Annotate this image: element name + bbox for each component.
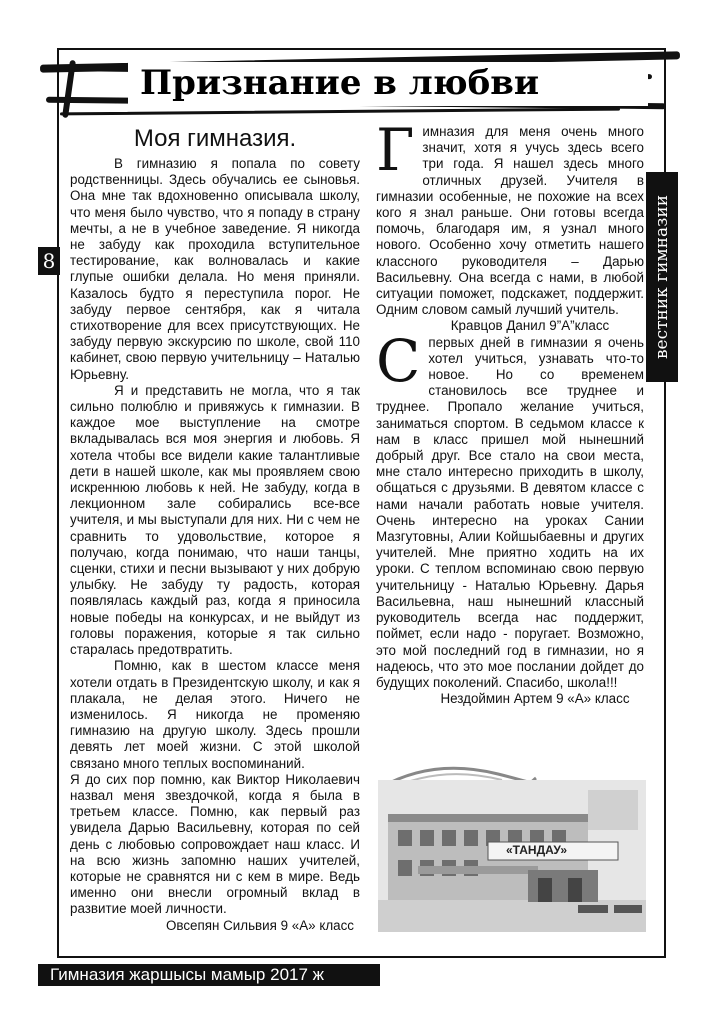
drop-cap: Г xyxy=(376,116,415,184)
article-paragraph: Я до сих пор помню, как Виктор Николаевич назвал меня звездочкой, когда я была в третьем классе. Помню, как первый раз увидела Дарью Васильевну, которая по сей день с любовью сопровождает наш класс. И на всю жизнь запомню наших учителей, которые не сравнятся ни с кем в мире. Ведь именно они внесли огромный вклад в развитие моей личности. xyxy=(70,771,360,917)
article-paragraph: Помню, как в шестом классе меня хотели отдать в Президентскую школу, и как я плакала, не делая этого. Ничего не изменилось. Я никогда не променяю гимназию на другую школу. Здесь прошли девять лет моей жизни. С этой школой связано много теплых воспоминаний. xyxy=(70,658,360,771)
article-signature: Кравцов Данил 9”А”класс xyxy=(450,318,610,334)
footer-banner: Гимназия жаршысы мамыр 2017 ж xyxy=(38,964,380,986)
article-text: имназия для меня очень много значит, хотя я учусь здесь всего три года. Я нашел здесь много отличных друзей. Учителя в гимназии особенные, не похожие на всех кого я знал раньше. Они готовы всегда помочь, благодаря им, я узнал много нового. Особенно хочу отметить нашего классного руководителя – Дарью Васильевну. Она всегда с нами, в любой ситуации поможет, подскажет, поддержит. Одним словом самый лучший учитель. xyxy=(376,124,644,318)
school-building-photo xyxy=(378,780,646,932)
article-paragraph: В гимназию я попала по совету родственницы. Здесь обучались ее сыновья. Она мне так вдохновенно описывала школу, что меня было чувство, что я попаду в страну мечты, а не в учебное заведение. Я никогда не забуду как проходила вступительное тестирование, как волновалась и какие глупые ошибки делала. Но меня приняли. Казалось будто я переступила порог. Не забуду первое сентября, как я читала стихотворение для всех присутствующих. Не забуду первую экскурсию по школе, свой 110 кабинет, свою первую учительницу – Наталью Юрьевну. xyxy=(70,156,360,382)
article-right-column xyxy=(376,116,644,707)
page-number: 8 xyxy=(38,247,60,275)
article-paragraph xyxy=(376,116,644,318)
article-paragraph: Я и представить не могла, что я так сильно полюблю и привяжусь к гимназии. В каждое мое выступление на смотре вкладывалась вся моя энергия и любовь. Я хотела чтобы все видели какие талантливые дети в нашей школе, как мы проявляем свою искреннюю любовь к ней. Не забуду, когда в лекционном зале собирались все-все учителя, и мы выступали для них. Ни с чем не сравнить то удовольствие, которое я получаю, когда понимаю, что наши танцы, сценки, стихи и песни вызывают у них добрую улыбку. Не забуду ту радость, которая появлялась каждый раз, когда я приносила новые победы на конкурсах, и не выйдут из головы поражения, которые я так сильно старалась предотвратить. xyxy=(70,382,360,658)
building-sign: «ТАНДАУ» xyxy=(506,843,568,857)
article-text: первых дней в гимназии я очень хотел учиться, узнавать что-то новое. Но со временем становилось все труднее и труднее. Пропало желание учиться, заниматься спортом. В седьмом классе к нам в класс пришел мой нынешний добрый друг. Все стало на свои места, мне стало интересно приходить в школу, общаться с друзьями. В девятом классе с нами начали работать новые учителя. Очень интересно на уроках Сании Мазгутовны, Алии Койшыбаевны и других учителей. Мне приятно ходить на их уроки. С теплом вспоминаю свою первую учительницу - Наталью Юрьевну. Дарья Васильевна, наш нынешний классный руководитель всегда нас поддержит, поймет, если надо - поругает. Возможно, это мой последний год в гимназии, но я надеюсь, что это мое послании дойдет до будущих поколений. Спасибо, школа!!! xyxy=(376,334,644,690)
page-title: Признание в любви xyxy=(140,63,540,103)
article-left-column xyxy=(70,124,360,934)
article-signature: Овсепян Сильвия 9 «А» класс xyxy=(165,917,354,933)
section-tab-label: вестник гимназии xyxy=(652,194,672,360)
article-heading: Моя гимназия. xyxy=(133,125,297,152)
drop-cap: С xyxy=(376,326,421,395)
article-signature: Нездоймин Артем 9 «А» класс xyxy=(440,691,630,707)
